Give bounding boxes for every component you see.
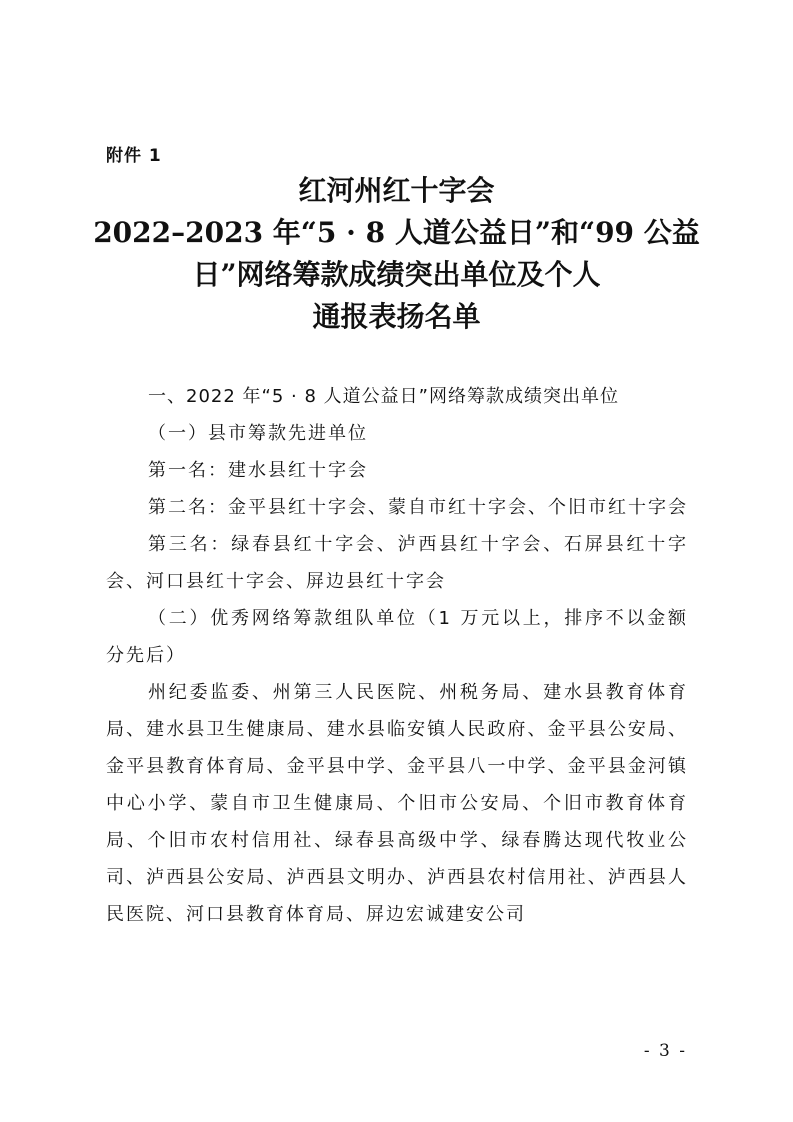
subsection-heading: （一）县市筹款先进单位 (148, 423, 368, 444)
document-body (106, 378, 688, 933)
rank-third: 第三名：绿春县红十字会、泸西县红十字会、石屏县红十字会、河口县红十字会、屏边县红十字会 (106, 534, 688, 592)
unit-list: 州纪委监委、州第三人民医院、州税务局、建水县教育体育局、建水县卫生健康局、建水县临安镇人民政府、金平县公安局、金平县教育体育局、金平县中学、金平县八一中学、金平县金河镇中心小学、蒙自市卫生健康局、个旧市公安局、个旧市教育体育局、个旧市农村信用社、绿春县高级中学、绿春腾达现代牧业公司、泸西县公安局、泸西县文明办、泸西县农村信用社、泸西县人民医院、河口县教育体育局、屏边宏诚建安公司 (106, 682, 688, 925)
title-line-2: 2022–2023 年“5 · 8 人道公益日”和“99 公益 (93, 216, 700, 249)
rank-first: 第一名：建水县红十字会 (148, 460, 368, 481)
title-line-3: 日”网络筹款成绩突出单位及个人 (192, 258, 601, 291)
document-title (80, 170, 713, 338)
rank-second: 第二名：金平县红十字会、蒙自市红十字会、个旧市红十字会 (148, 497, 688, 518)
page-number: - 3 - (643, 1041, 687, 1061)
subsection-heading: （二）优秀网络筹款组队单位（1 万元以上，排序不以金额分先后） (106, 608, 688, 666)
title-line-1: 红河州红十字会 (298, 174, 495, 207)
section-heading: 一、2022 年“5 · 8 人道公益日”网络筹款成绩突出单位 (148, 386, 619, 407)
annex-label: 附件 1 (106, 146, 162, 166)
title-line-4: 通报表扬名单 (312, 300, 481, 333)
